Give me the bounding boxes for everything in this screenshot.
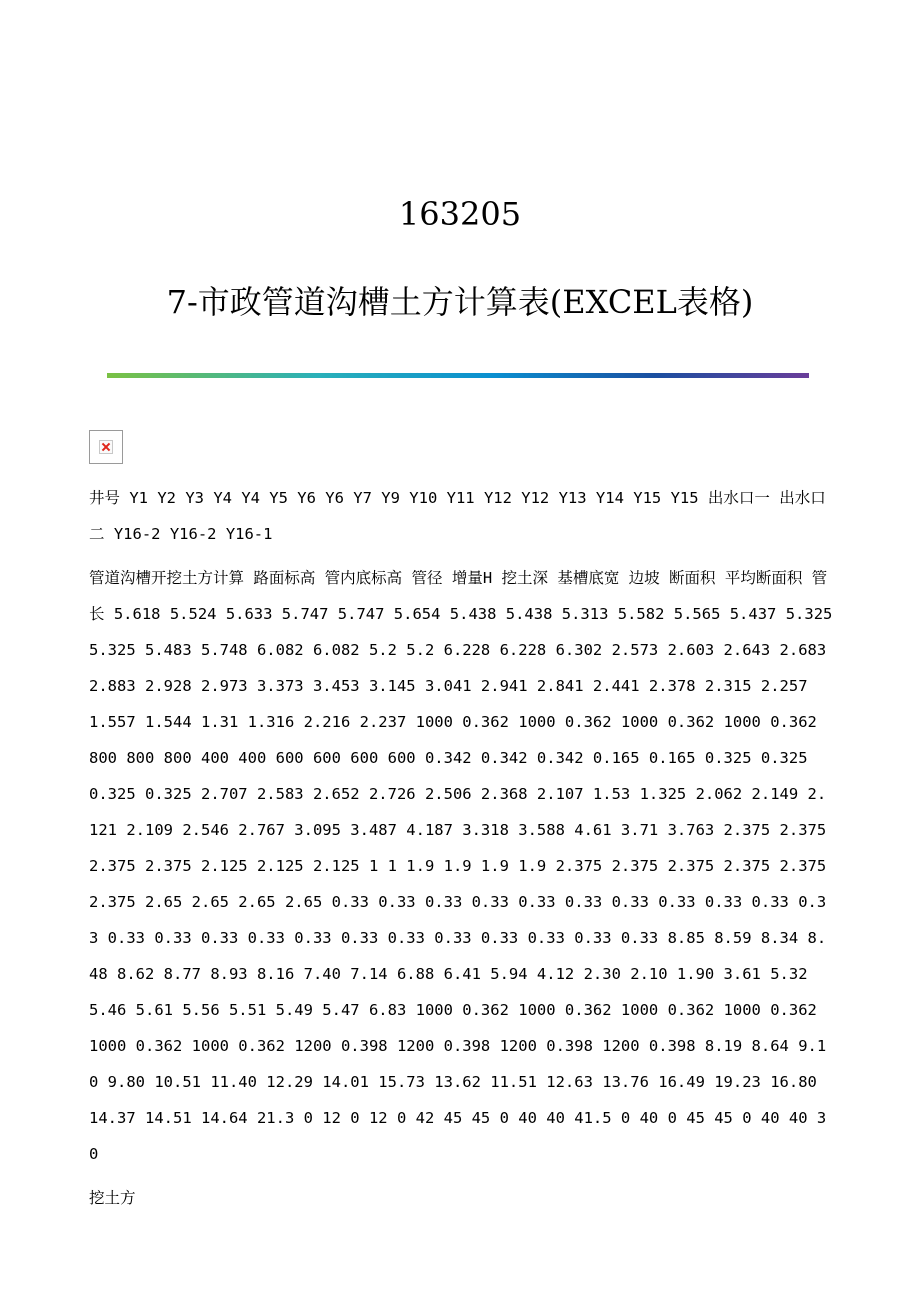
title-divider (107, 373, 809, 378)
paragraph-excavation-label: 挖土方 (89, 1189, 136, 1207)
paragraph-well-numbers: 井号 Y1 Y2 Y3 Y4 Y4 Y5 Y6 Y6 Y7 Y9 Y10 Y11 Y12 Y12 Y13 Y14 Y15 Y15 出水口一 出水口二 Y16-2 Y16-2 Y16-1 (89, 489, 826, 543)
paragraph-calculation-data: 管道沟槽开挖土方计算 路面标高 管内底标高 管径 增量H 挖土深 基槽底宽 边坡 断面积 平均断面积 管长 5.618 5.524 5.633 5.747 5.747 5.654 5.438 5.438 5.313 5.582 5.565 5.437 5.325 5.325 5.483 5.748 6.082 6.082 5.2 5.2 6.228 6.228 6.302 2.573 2.603 2.643 2.683 2.883 2.928 2.973 3.373 3.453 3.145 3.041 2.941 2.841 2.441 2.378 2.315 2.257 1.557 1.544 1.31 1.316 2.216 2.237 1000 0.362 1000 0.362 1000 0.362 1000 0.362 800 800 800 400 400 600 600 600 600 0.342 0.342 0.342 0.165 0.165 0.325 0.325 0.325 0.325 2.707 2.583 2.652 2.726 2.506 2.368 2.107 1.53 1.325 2.062 2.149 2.121 2.109 2.546 2.767 3.095 3.487 4.187 3.318 3.588 4.61 3.71 3.763 2.375 2.375 2.375 2.375 2.125 2.125 2.125 1 1 1.9 1.9 1.9 1.9 2.375 2.375 2.375 2.375 2.375 2.375 2.65 2.65 2.65 2.65 0.33 0.33 0.33 0.33 0.33 0.33 0.33 0.33 0.33 0.33 0.33 0.33 0.33 0.33 0.33 0.33 0.33 0.33 0.33 0.33 0.33 0.33 0.33 8.85 8.59 8.34 8.48 8.62 8.77 8.93 8.16 7.40 7.14 6.88 6.41 5.94 4.12 2.30 2.10 1.90 3.61 5.32 5.46 5.61 5.56 5.51 5.49 5.47 6.83 1000 0.362 1000 0.362 1000 0.362 1000 0.362 1000 0.362 1000 0.362 1200 0.398 1200 0.398 1200 0.398 1200 0.398 8.19 8.64 9.10 9.80 10.51 11.40 12.29 14.01 15.73 13.62 11.51 12.63 13.76 16.49 19.23 16.80 14.37 14.51 14.64 21.3 0 12 0 12 0 42 45 45 0 40 40 41.5 0 40 0 45 45 0 40 40 30 (89, 569, 833, 1163)
document-title-line-1: 163205 (398, 195, 522, 233)
document-title-line-2: 7-市政管道沟槽土方计算表(EXCEL表格) (166, 283, 754, 321)
broken-image-icon (89, 430, 123, 464)
